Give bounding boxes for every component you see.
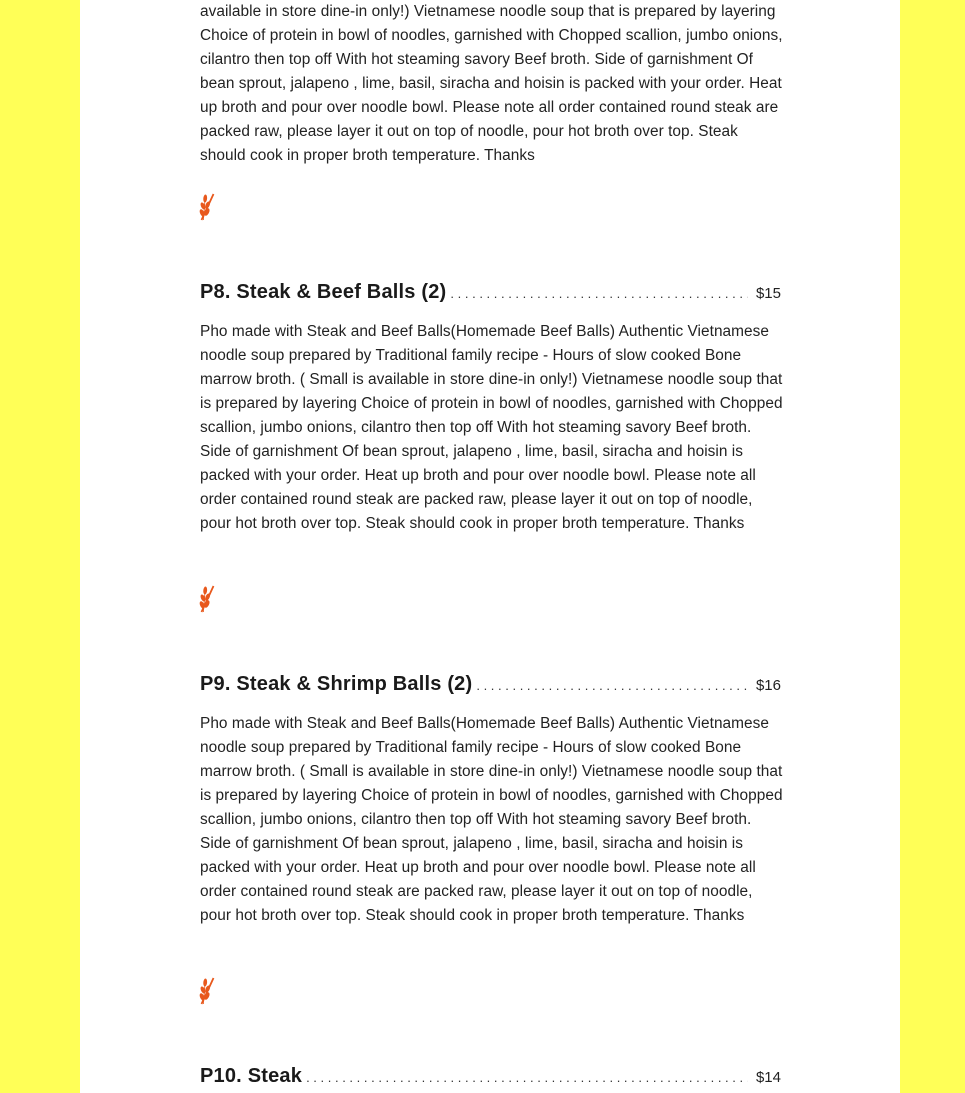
menu-item-header	[200, 673, 781, 701]
item-title: P8. Steak & Beef Balls (2)	[200, 281, 447, 303]
gluten-free-wheat-icon	[199, 977, 217, 1005]
gluten-free-wheat-icon	[199, 193, 217, 221]
item-description: Pho made with Steak and Beef Balls(Homemade Beef Balls) Authentic Vietnamese noodle soup prepared by Traditional family recipe - Hours of slow cooked Bone marrow broth. ( Small is available in store dine-in only!) Vietnamese noodle soup that is prepared by layering Choice of protein in bowl of noodles, garnished with Chopped scallion, jumbo onions, cilantro then top off With hot steaming savory Beef broth. Side of garnishment Of bean sprout, jalapeno , lime, basil, siracha and hoisin is packed with your order. Heat up broth and pour over noodle bowl. Please note all order contained round steak are packed raw, please layer it out on top of noodle, pour hot broth over top. Steak should cook in proper broth temperature. Thanks	[200, 715, 783, 924]
item-description: Pho made with Steak and Beef Balls(Homemade Beef Balls) Authentic Vietnamese noodle soup prepared by Traditional family recipe - Hours of slow cooked Bone marrow broth. ( Small is available in store dine-in only!) Vietnamese noodle soup that is prepared by layering Choice of protein in bowl of noodles, garnished with Chopped scallion, jumbo onions, cilantro then top off With hot steaming savory Beef broth. Side of garnishment Of bean sprout, jalapeno , lime, basil, siracha and hoisin is packed with your order. Heat up broth and pour over noodle bowl. Please note all order contained round steak are packed raw, please layer it out on top of noodle, pour hot broth over top. Steak should cook in proper broth temperature. Thanks	[200, 323, 783, 532]
dot-leader	[476, 678, 748, 693]
dot-leader	[306, 1070, 748, 1085]
item-price: $16	[755, 677, 781, 694]
gluten-free-wheat-icon	[199, 585, 217, 613]
item-title: P10. Steak	[200, 1065, 303, 1087]
item-description: available in store dine-in only!) Vietnamese noodle soup that is prepared by layering Choice of protein in bowl of noodles, garnished with Chopped scallion, jumbo onions, cilantro then top off With hot steaming savory Beef broth. Side of garnishment Of bean sprout, jalapeno , lime, basil, siracha and hoisin is packed with your order. Heat up broth and pour over noodle bowl. Please note all order contained round steak are packed raw, please layer it out on top of noodle, pour hot broth over top. Steak should cook in proper broth temperature. Thanks	[200, 3, 783, 164]
dot-leader	[450, 286, 748, 301]
menu-item-header	[200, 1065, 781, 1093]
menu-item-header	[200, 281, 781, 309]
item-price: $14	[755, 1069, 781, 1086]
item-price: $15	[755, 285, 781, 302]
item-title: P9. Steak & Shrimp Balls (2)	[200, 673, 473, 695]
